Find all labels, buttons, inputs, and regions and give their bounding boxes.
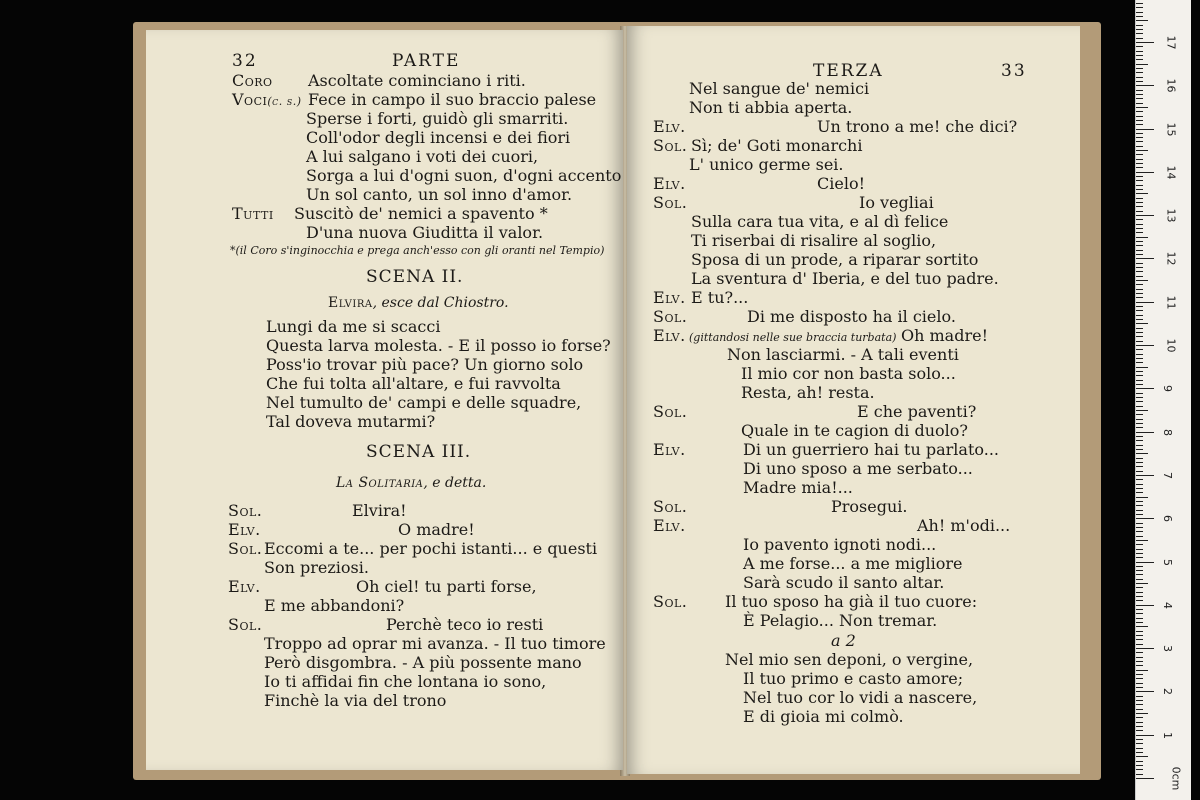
ruler-tick [1136,111,1143,112]
ruler-tick [1136,250,1143,251]
ruler-tick [1136,176,1143,177]
speaker: Sol. [653,497,688,516]
verse-line: E di gioia mi colmò. [743,707,904,726]
ruler-tick [1136,505,1143,506]
ruler-tick [1136,683,1143,684]
speaker: Elv. [653,174,686,193]
ruler-tick [1136,180,1143,181]
verse-line: Sì; de' Goti monarchi [691,136,863,155]
verse-line: Eccomi a te... per pochi istanti... e questi [264,539,598,558]
ruler-tick [1136,574,1143,575]
verse-line: Di me disposto ha il cielo. [747,307,956,326]
ruler-tick [1136,518,1154,519]
ruler-tick [1136,427,1143,428]
ensemble-marker: a 2 [831,631,856,650]
verse-line: Io vegliai [859,193,934,212]
verse-line: La sventura d' Iberia, e del tuo padre. [691,269,999,288]
verse-line: Nel tumulto de' campi e delle squadre, [266,393,582,412]
ruler-tick [1136,77,1143,78]
verse-line: O madre! [398,520,475,539]
ruler-tick [1136,687,1143,688]
ruler-tick [1136,293,1143,294]
ruler-number: 4 [1161,601,1174,609]
ruler-tick [1136,696,1143,697]
ruler-tick [1136,81,1143,82]
ruler-tick [1136,735,1154,736]
ruler-tick [1136,471,1143,472]
ruler-tick [1136,193,1148,194]
ruler-tick [1136,198,1143,199]
ruler-tick [1136,20,1148,21]
ruler-tick [1136,726,1143,727]
ruler-tick [1136,527,1143,528]
ruler-tick [1136,523,1143,524]
verse-line: Finchè la via del trono [264,691,447,710]
ruler-tick [1136,414,1143,415]
ruler-tick [1136,635,1143,636]
verse-line: Però disgombra. - A più possente mano [264,653,582,672]
ruler-tick [1136,116,1143,117]
ruler-number: 6 [1161,515,1174,523]
ruler-tick [1136,644,1143,645]
ruler-tick [1136,38,1143,39]
ruler-tick [1136,328,1143,329]
verse-line: Nel sangue de' nemici [689,79,870,98]
ruler-tick [1136,544,1143,545]
ruler-tick [1136,605,1154,606]
ruler-tick [1136,302,1154,303]
verse-line: Sarà scudo il santo altar. [743,573,945,592]
ruler-tick [1136,739,1143,740]
ruler-tick [1136,237,1148,238]
verse-line: Non lasciarmi. - A tali eventi [727,345,959,364]
ruler-tick [1136,401,1143,402]
ruler-tick [1136,700,1143,701]
ruler-tick [1136,536,1143,537]
ruler-tick [1136,64,1148,65]
ruler-tick [1136,362,1143,363]
verse-line: E tu?... [691,288,749,307]
measurement-ruler [1135,0,1191,800]
ruler-tick [1136,358,1143,359]
ruler-number: 16 [1164,78,1178,93]
ruler-number: 5 [1161,558,1174,566]
speaker: Sol. [653,402,688,421]
ruler-tick [1136,570,1143,571]
verse-line: Sorga a lui d'ogni suon, d'ogni accento [306,166,622,185]
ruler-tick [1136,769,1143,770]
ruler-number: 10 [1164,338,1178,353]
ruler-number: 7 [1161,471,1174,479]
speaker: Elv. [653,117,686,136]
ruler-tick [1136,68,1143,69]
ruler-tick [1136,652,1143,653]
ruler-tick [1136,211,1143,212]
ruler-tick [1136,665,1143,666]
ruler-tick [1136,72,1143,73]
right-page [627,26,1080,774]
ruler-tick [1136,263,1143,264]
ruler-tick [1136,600,1143,601]
ruler-tick [1136,406,1143,407]
ruler-tick [1136,215,1154,216]
ruler-tick [1136,540,1148,541]
verse-line: Ti riserbai di risalire al soglio, [691,231,937,250]
verse-line: D'una nuova Giuditta il valor. [306,223,544,242]
verse-line: Non ti abbia aperta. [689,98,853,117]
verse-line: Un trono a me! che dici? [817,117,1018,136]
speaker: Sol. [653,193,688,212]
stage-direction: (gittandosi nelle sue braccia turbata) [689,331,897,344]
ruler-tick [1136,774,1143,775]
verse-line: Il mio cor non basta solo... [741,364,956,383]
ruler-tick [1136,440,1143,441]
verse-line: Un sol canto, un sol inno d'amor. [306,185,573,204]
verse-line: Di uno sposo a me serbato... [743,459,973,478]
ruler-tick [1136,129,1154,130]
ruler-tick [1136,743,1143,744]
speaker: Tutti [232,204,274,223]
ruler-tick [1136,484,1143,485]
ruler-tick [1136,319,1143,320]
verse-line: Quale in te cagion di duolo? [741,421,968,440]
ruler-tick [1136,345,1154,346]
ruler-tick [1136,59,1143,60]
verse-line: Resta, ah! resta. [741,383,875,402]
ruler-tick [1136,566,1143,567]
ruler-tick [1136,466,1143,467]
ruler-tick [1136,514,1143,515]
ruler-tick [1136,25,1143,26]
verse-line: Tal doveva mutarmi? [266,412,436,431]
ruler-tick [1136,271,1143,272]
ruler-tick [1136,761,1143,762]
ruler-tick [1136,678,1143,679]
speaker: Elv. [228,520,261,539]
ruler-tick [1136,280,1148,281]
ruler-number: 11 [1164,295,1178,310]
ruler-tick [1136,419,1143,420]
verse-line: Oh ciel! tu parti forse, [356,577,537,596]
verse-line: Oh madre! [901,326,989,345]
ruler-tick [1136,713,1148,714]
ruler-tick [1136,691,1154,692]
ruler-tick [1136,202,1143,203]
ruler-tick [1136,90,1143,91]
ruler-tick [1136,510,1143,511]
ruler-tick [1136,224,1143,225]
ruler-tick [1136,704,1143,705]
ruler-tick [1136,12,1143,13]
ruler-tick [1136,648,1154,649]
ruler-tick [1136,488,1143,489]
ruler-tick [1136,146,1143,147]
ruler-tick [1136,42,1154,43]
ruler-number: 9 [1161,385,1174,393]
ruler-tick [1136,631,1143,632]
ruler-tick [1136,306,1143,307]
stage-direction: Elvira, esce dal Chiostro. [328,295,509,311]
ruler-tick [1136,778,1154,779]
ruler-number: 17 [1164,35,1178,50]
scene-title: SCENA III. [366,442,472,462]
ruler-tick [1136,717,1143,718]
ruler-tick [1136,228,1143,229]
ruler-tick [1136,310,1143,311]
ruler-tick [1136,384,1143,385]
verse-line: Perchè teco io resti [386,615,544,634]
ruler-tick [1136,722,1143,723]
verse-line: Sulla cara tua vita, e al dì felice [691,212,949,231]
verse-line: Nel mio sen deponi, o vergine, [725,650,974,669]
ruler-tick [1136,55,1143,56]
ruler-tick [1136,172,1154,173]
ruler-tick [1136,349,1143,350]
ruler-tick [1136,189,1143,190]
ruler-number: 3 [1161,645,1174,653]
ruler-tick [1136,613,1143,614]
ruler-tick [1136,674,1143,675]
ruler-tick [1136,501,1143,502]
ruler-tick [1136,596,1143,597]
verse-line: Ah! m'odi... [917,516,1011,535]
ruler-tick [1136,458,1143,459]
ruler-tick [1136,549,1143,550]
speaker: Elv. [653,288,686,307]
ruler-tick [1136,336,1143,337]
ruler-tick [1136,709,1143,710]
ruler-tick [1136,562,1154,563]
verse-line: Fece in campo il suo braccio palese [308,90,597,109]
ruler-tick [1136,475,1154,476]
verse-line: Prosegui. [831,497,908,516]
ruler-tick [1136,492,1143,493]
ruler-tick [1136,380,1143,381]
right-page-number: 33 [1001,61,1027,81]
ruler-tick [1136,141,1143,142]
ruler-number: 2 [1161,688,1174,696]
speaker: Sol. [228,539,263,558]
verse-line: Son preziosi. [264,558,369,577]
ruler-tick [1136,756,1148,757]
ruler-tick [1136,445,1143,446]
ruler-tick [1136,639,1143,640]
verse-line: Il tuo primo e casto amore; [743,669,964,688]
speaker: Sol. [228,615,263,634]
speaker: Voci(c. s.) [232,90,302,109]
footnote: *(il Coro s'inginocchia e prega anch'esso con gli oranti nel Tempio) [230,244,605,257]
speaker: Coro [232,71,273,90]
verse-line: Coll'odor degli incensi e dei fiori [306,128,571,147]
ruler-tick [1136,657,1143,658]
ruler-tick [1136,341,1143,342]
ruler-tick [1136,284,1143,285]
ruler-tick [1136,254,1143,255]
ruler-tick [1136,449,1143,450]
left-page-number: 32 [232,51,258,71]
verse-line: E me abbandoni? [264,596,405,615]
ruler-tick [1136,354,1143,355]
ruler-tick [1136,626,1148,627]
verse-line: Poss'io trovar più pace? Un giorno solo [266,355,584,374]
ruler-tick [1136,765,1143,766]
verse-line: Sposa di un prode, a riparar sortito [691,250,979,269]
verse-line: E che paventi? [857,402,977,421]
ruler-tick [1136,103,1143,104]
ruler-tick [1136,375,1143,376]
left-running-head: PARTE [392,51,461,71]
ruler-tick [1136,258,1154,259]
verse-line: Il tuo sposo ha già il tuo cuore: [725,592,978,611]
ruler-tick [1136,159,1143,160]
ruler-tick [1136,154,1143,155]
verse-line: Di un guerriero hai tu parlato... [743,440,999,459]
speaker: Elv. [653,440,686,459]
ruler-tick [1136,185,1143,186]
ruler-tick [1136,167,1143,168]
ruler-tick [1136,7,1143,8]
ruler-tick [1136,85,1154,86]
ruler-tick [1136,137,1143,138]
verse-line: Che fui tolta all'altare, e fui ravvolta [266,374,561,393]
ruler-number: 1 [1161,731,1174,739]
ruler-tick [1136,276,1143,277]
speaker: Elv. [228,577,261,596]
ruler-tick [1136,133,1143,134]
ruler-number: 14 [1164,165,1178,180]
ruler-tick [1136,397,1143,398]
ruler-tick [1136,423,1143,424]
ruler-tick [1136,670,1148,671]
ruler-tick [1136,289,1143,290]
ruler-tick [1136,432,1154,433]
ruler-tick [1136,592,1143,593]
ruler-tick [1136,120,1143,121]
ruler-tick [1136,33,1143,34]
ruler-tick [1136,150,1148,151]
ruler-tick [1136,163,1143,164]
ruler-tick [1136,232,1143,233]
ruler-tick [1136,332,1143,333]
ruler-tick [1136,393,1143,394]
ruler-tick [1136,748,1143,749]
verse-line: Sperse i forti, guidò gli smarriti. [306,109,569,128]
ruler-tick [1136,436,1143,437]
verse-line: Io pavento ignoti nodi... [743,535,937,554]
verse-line: Questa larva molesta. - E il posso io forse? [266,336,611,355]
ruler-tick [1136,609,1143,610]
verse-line: Cielo! [817,174,866,193]
ruler-tick [1136,410,1148,411]
stage-direction: La Solitaria, e detta. [336,475,487,491]
ruler-tick [1136,367,1148,368]
verse-line: Nel tuo cor lo vidi a nascere, [743,688,978,707]
ruler-tick [1136,371,1143,372]
left-page [146,30,623,770]
verse-line: Suscitò de' nemici a spavento * [294,204,548,223]
ruler-tick [1136,462,1143,463]
ruler-tick [1136,241,1143,242]
ruler-tick [1136,752,1143,753]
ruler-tick [1136,219,1143,220]
speaker: Sol. [653,136,688,155]
ruler-tick [1136,622,1143,623]
ruler-tick [1136,730,1143,731]
ruler-tick [1136,267,1143,268]
ruler-tick [1136,618,1143,619]
verse-line: Ascoltate cominciano i riti. [308,71,526,90]
verse-line: Io ti affidai fin che lontana io sono, [264,672,547,691]
ruler-tick [1136,553,1143,554]
ruler-tick [1136,579,1143,580]
ruler-number: 0cm [1169,766,1183,791]
verse-line: L' unico germe sei. [689,155,844,174]
right-running-head: TERZA [813,61,884,81]
ruler-tick [1136,107,1148,108]
verse-line: È Pelagio... Non tremar. [743,611,938,630]
ruler-tick [1136,46,1143,47]
speaker: Sol. [653,592,688,611]
verse-line: Lungi da me si scacci [266,317,441,336]
scene-title: SCENA II. [366,267,464,287]
ruler-tick [1136,388,1154,389]
verse-line: Troppo ad oprar mi avanza. - Il tuo timore [264,634,606,653]
ruler-tick [1136,315,1143,316]
speaker: Elv. [653,516,686,535]
ruler-tick [1136,51,1143,52]
ruler-number: 13 [1164,208,1178,223]
ruler-tick [1136,531,1143,532]
ruler-tick [1136,3,1143,4]
speaker: Sol. [228,501,263,520]
ruler-tick [1136,98,1143,99]
speaker: Sol. [653,307,688,326]
ruler-tick [1136,557,1143,558]
verse-line: Elvira! [352,501,407,520]
verse-line: A lui salgano i voti dei cuori, [306,147,539,166]
ruler-tick [1136,479,1143,480]
ruler-tick [1136,453,1148,454]
stage-direction: (c. s.) [267,95,302,108]
ruler-tick [1136,16,1143,17]
ruler-tick [1136,323,1148,324]
ruler-tick [1136,583,1148,584]
ruler-tick [1136,29,1143,30]
ruler-tick [1136,661,1143,662]
speaker: Elv. [653,326,686,345]
ruler-tick [1136,587,1143,588]
ruler-tick [1136,206,1143,207]
verse-line: A me forse... a me migliore [743,554,963,573]
ruler-tick [1136,245,1143,246]
verse-line: Madre mia!... [743,478,853,497]
ruler-tick [1136,124,1143,125]
ruler-tick [1136,497,1148,498]
ruler-number: 8 [1161,428,1174,436]
ruler-number: 15 [1164,122,1178,136]
ruler-tick [1136,297,1143,298]
ruler-tick [1136,94,1143,95]
ruler-number: 12 [1164,251,1178,266]
